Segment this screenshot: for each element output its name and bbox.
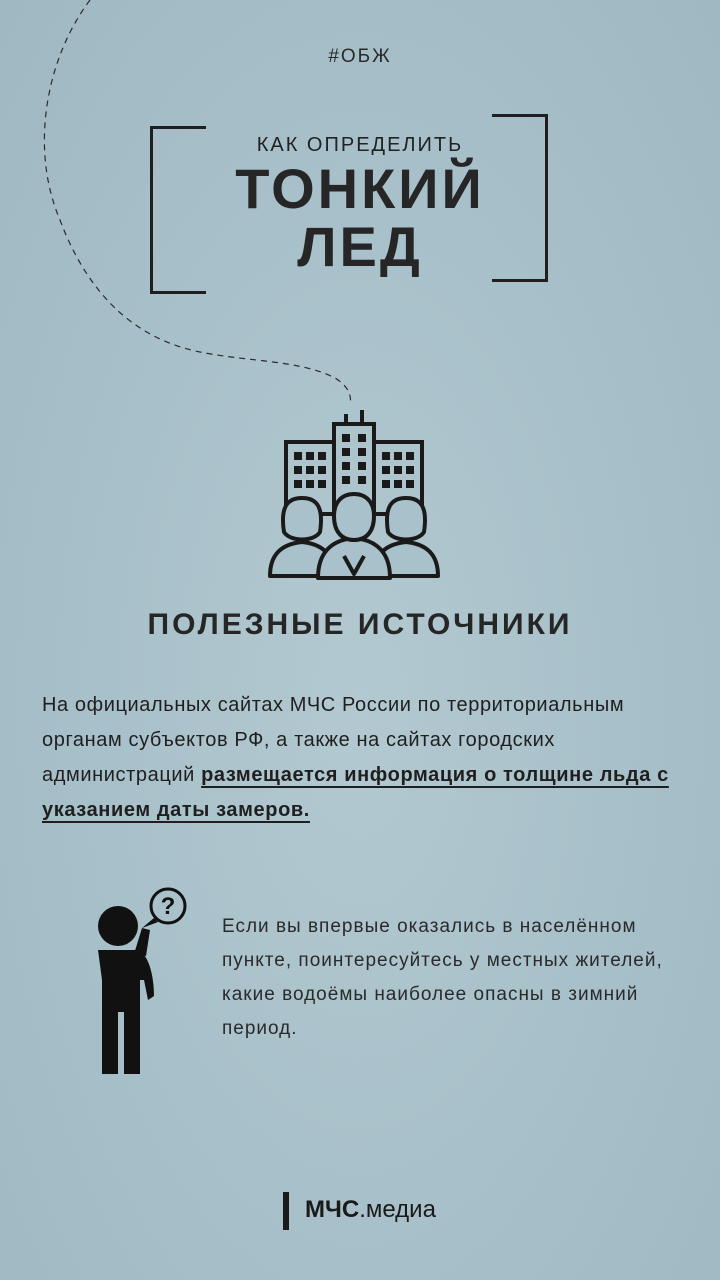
sources-paragraph: [42, 688, 692, 828]
sources-paragraph-text: На официальных сайтах МЧС России по территориальным органам субъектов РФ, а также на сайтах городских администраций: [42, 694, 625, 786]
question-mark: ?: [160, 893, 176, 920]
logo-suffix: .медиа: [359, 1196, 436, 1223]
page-title: [0, 157, 720, 278]
tip-paragraph: Если вы впервые оказались в населённом пункте, поинтересуйтесь у местных жителей, какие водоёмы наиболее опасны в зимний период.: [222, 916, 663, 1039]
logo-bold: МЧС: [305, 1196, 360, 1223]
thinking-person-icon: [88, 884, 198, 1084]
sources-paragraph-emphasis: размещается информация о толщине льда с указанием даты замеров.: [42, 764, 669, 821]
city-people-icon: [266, 406, 442, 582]
title-line-1: ТОНКИЙ: [235, 157, 485, 220]
title-subtitle: КАК ОПРЕДЕЛИТЬ: [256, 134, 464, 156]
hashtag-label: #ОБЖ: [328, 46, 392, 67]
section-heading: ПОЛЕЗНЫЕ ИСТОЧНИКИ: [147, 608, 573, 641]
logo-bar: [283, 1192, 289, 1230]
logo: [305, 1196, 436, 1224]
title-line-2: ЛЕД: [297, 215, 423, 278]
